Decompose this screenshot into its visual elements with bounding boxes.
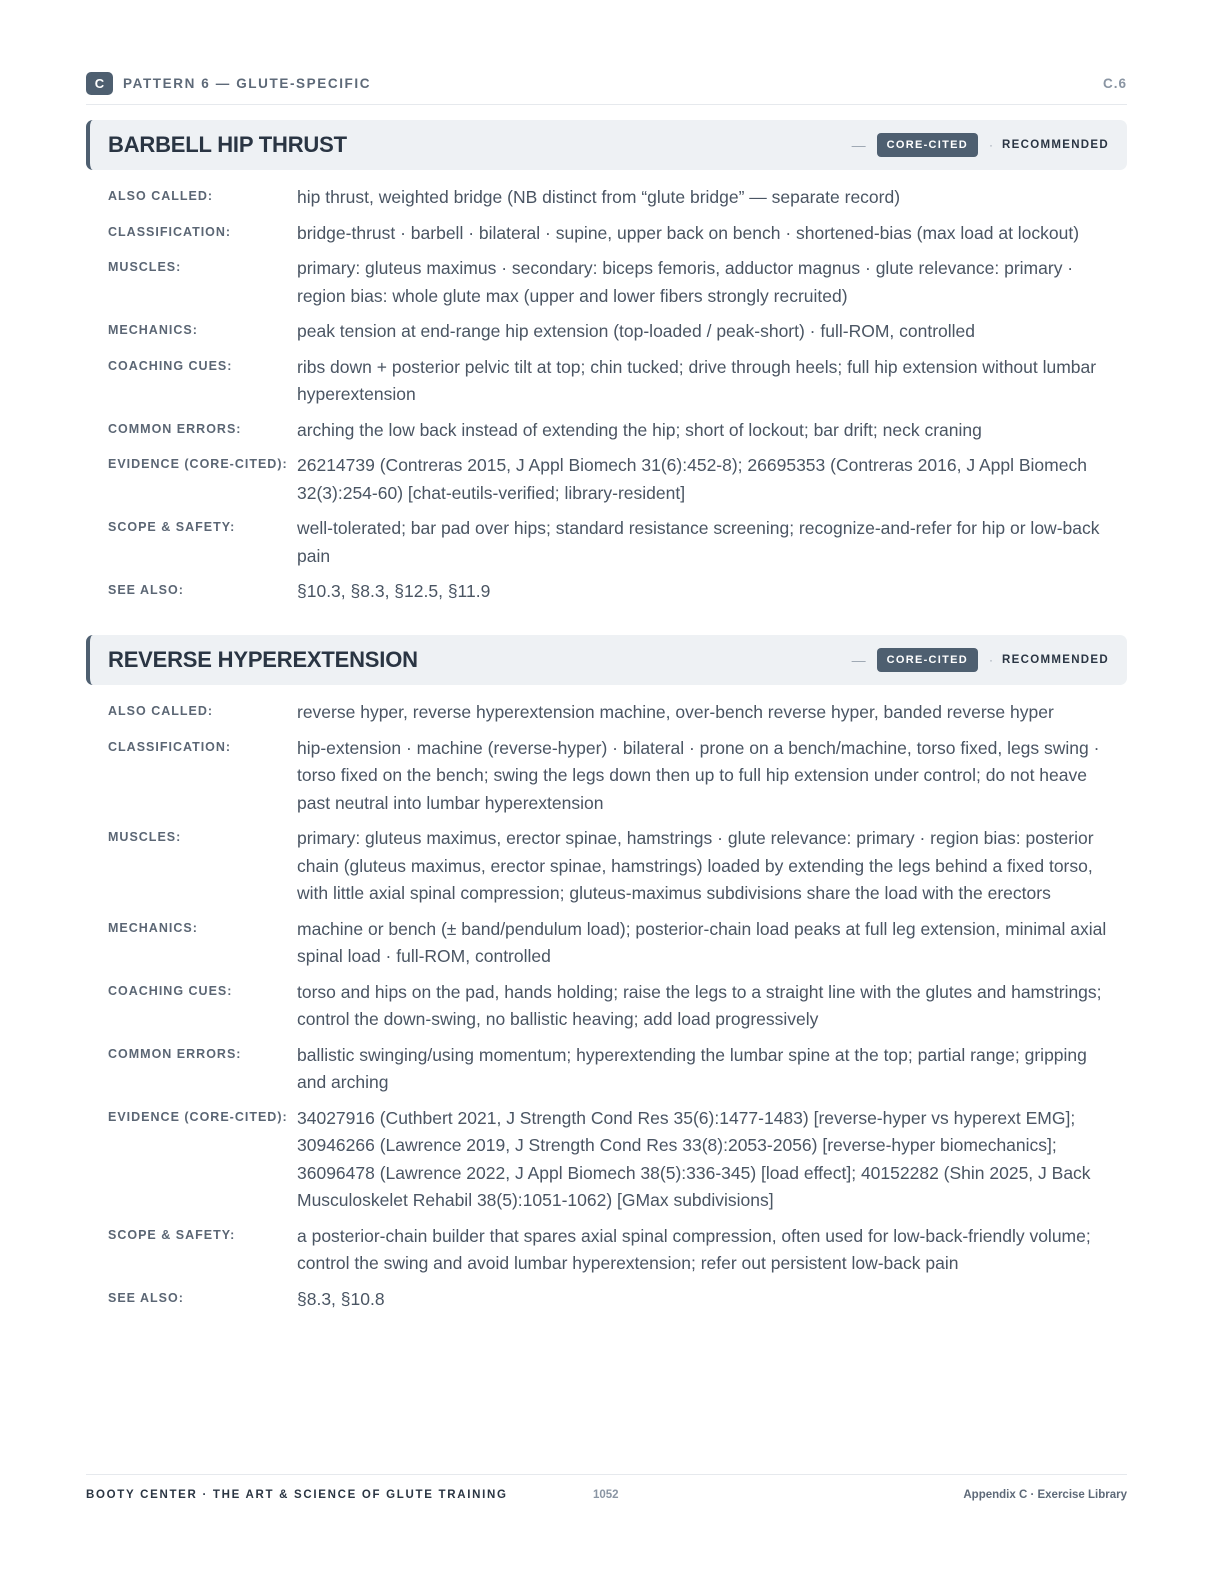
- exercise-title: REVERSE HYPEREXTENSION: [108, 647, 418, 672]
- evidence-tags: [852, 133, 1109, 157]
- field-value: 34027916 (Cuthbert 2021, J Strength Cond Res 35(6):1477-1483) [reverse-hyper vs hyperext EMG]; 30946266 (Lawrence 2019, J Strength Cond Res 33(8):2053-2056) [reverse-hyper biomechanics]; 36096478 (Lawrence 2022, J Appl Biomech 38(5):336-345) [load effect]; 40152282 (Shin 2025, J Back Musculoskelet Rehabil 38(5):1051-1062) [GMax subdivisions]: [297, 1107, 1091, 1210]
- field-label: SCOPE & SAFETY:: [108, 1227, 236, 1242]
- field-list: [86, 699, 1127, 1321]
- field-row: [86, 354, 1127, 417]
- recommended-label: RECOMMENDED: [1002, 654, 1109, 666]
- chapter-label: Appendix C · Exercise Library: [963, 1489, 1127, 1501]
- field-row: [86, 1105, 1127, 1223]
- field-label: CLASSIFICATION:: [108, 224, 232, 239]
- tag-dash: —: [851, 652, 866, 668]
- field-value: well-tolerated; bar pad over hips; standard resistance screening; recognize-and-refer for hip or low-back pain: [297, 518, 1100, 566]
- field-label: SEE ALSO:: [108, 1290, 184, 1305]
- field-value: reverse hyper, reverse hyperextension machine, over-bench reverse hyper, banded reverse hyper: [297, 702, 1054, 722]
- section-code: C.6: [1102, 76, 1127, 91]
- field-value: hip thrust, weighted bridge (NB distinct from “glute bridge” — separate record): [297, 187, 901, 207]
- field-label: COACHING CUES:: [108, 983, 233, 998]
- field-row: [86, 1042, 1127, 1105]
- field-value: hip-extension · machine (reverse-hyper) · bilateral · prone on a bench/machine, torso fixed, legs swing · torso fixed on the bench; swing the legs down then up to full hip extension under control; do not heave past neutral into lumbar hyperextension: [297, 737, 1100, 813]
- field-row: [86, 417, 1127, 453]
- field-label: COACHING CUES:: [108, 358, 233, 373]
- field-row: [86, 1286, 1127, 1322]
- field-label: COMMON ERRORS:: [108, 1046, 242, 1061]
- field-row: [86, 578, 1127, 614]
- field-label: ALSO CALLED:: [108, 189, 214, 203]
- core-cited-badge: CORE-CITED: [877, 133, 978, 157]
- field-value: ribs down + posterior pelvic tilt at top; chin tucked; drive through heels; full hip extension without lumbar hyperextension: [297, 356, 1097, 404]
- pattern-title: PATTERN 6 — GLUTE-SPECIFIC: [123, 76, 372, 91]
- field-label: MECHANICS:: [108, 920, 198, 935]
- field-value: §8.3, §10.8: [297, 1288, 385, 1309]
- field-label: EVIDENCE (CORE-CITED):: [108, 457, 288, 471]
- exercise-record-barbell-hip-thrust: [86, 120, 1127, 614]
- field-value: primary: gluteus maximus · secondary: biceps femoris, adductor magnus · glute relevance: primary · region bias: whole glute max (upper and lower fibers strongly recruited): [297, 258, 1074, 306]
- field-row: [86, 318, 1127, 354]
- field-row: [86, 220, 1127, 256]
- field-value: arching the low back instead of extending the hip; short of lockout; bar drift; neck craning: [297, 419, 982, 440]
- field-label: ALSO CALLED:: [108, 704, 214, 718]
- field-label: MUSCLES:: [108, 260, 182, 274]
- appendix-badge: C: [86, 72, 113, 95]
- field-value: a posterior-chain builder that spares axial spinal compression, often used for low-back-friendly volume; control the swing and avoid lumbar hyperextension; refer out persistent low-back pain: [297, 1225, 1091, 1273]
- page-footer: [86, 1474, 1127, 1515]
- exercise-title: BARBELL HIP THRUST: [108, 132, 347, 157]
- field-label: MUSCLES:: [108, 830, 182, 844]
- field-value: primary: gluteus maximus, erector spinae, hamstrings · glute relevance: primary · region bias: posterior chain (gluteus maximus, erector spinae, hamstrings) loaded by extending the legs behind a fixed torso, with little axial spinal compression; gluteus-maximus subdivisions share the load with the erectors: [297, 828, 1094, 903]
- book-title: BOOTY CENTER · THE ART & SCIENCE OF GLUTE TRAINING: [86, 1489, 508, 1501]
- tag-separator: ·: [989, 138, 994, 152]
- tag-separator: ·: [989, 653, 994, 667]
- core-cited-badge: CORE-CITED: [877, 648, 978, 672]
- field-row: [86, 1223, 1127, 1286]
- exercise-header: [86, 120, 1127, 170]
- field-row: [86, 825, 1127, 916]
- recommended-label: RECOMMENDED: [1002, 139, 1109, 151]
- field-row: [86, 916, 1127, 979]
- field-row: [86, 515, 1127, 578]
- field-value: §10.3, §8.3, §12.5, §11.9: [297, 581, 491, 601]
- field-value: bridge-thrust · barbell · bilateral · supine, upper back on bench · shortened-bias (max load at lockout): [297, 222, 1080, 243]
- field-value: 26214739 (Contreras 2015, J Appl Biomech 31(6):452-8); 26695353 (Contreras 2016, J Appl Biomech 32(3):254-60) [chat-eutils-verified; library-resident]: [297, 455, 1087, 503]
- field-row: [86, 699, 1127, 735]
- page-number: 1052: [593, 1489, 619, 1501]
- field-label: CLASSIFICATION:: [108, 739, 232, 754]
- field-value: ballistic swinging/using momentum; hyperextending the lumbar spine at the top; partial range; gripping and arching: [297, 1044, 1087, 1092]
- tag-dash: —: [851, 137, 866, 153]
- evidence-tags: [852, 648, 1109, 672]
- field-label: SEE ALSO:: [108, 583, 184, 597]
- exercise-header: [86, 635, 1127, 685]
- field-label: COMMON ERRORS:: [108, 421, 242, 436]
- field-value: torso and hips on the pad, hands holding; raise the legs to a straight line with the glutes and hamstrings; control the down-swing, no ballistic heaving; add load progressively: [297, 981, 1102, 1029]
- field-row: [86, 184, 1127, 220]
- page-header: [86, 70, 1127, 105]
- field-row: [86, 979, 1127, 1042]
- field-label: EVIDENCE (CORE-CITED):: [108, 1109, 288, 1124]
- field-row: [86, 735, 1127, 826]
- exercise-record-reverse-hyperextension: [86, 635, 1127, 1321]
- field-row: [86, 452, 1127, 515]
- field-label: SCOPE & SAFETY:: [108, 520, 236, 534]
- field-value: machine or bench (± band/pendulum load); posterior-chain load peaks at full leg extension, minimal axial spinal load · full-ROM, controlled: [297, 918, 1107, 966]
- field-label: MECHANICS:: [108, 323, 198, 337]
- field-list: [86, 184, 1127, 614]
- field-value: peak tension at end-range hip extension (top-loaded / peak-short) · full-ROM, controlled: [297, 321, 976, 341]
- field-row: [86, 255, 1127, 318]
